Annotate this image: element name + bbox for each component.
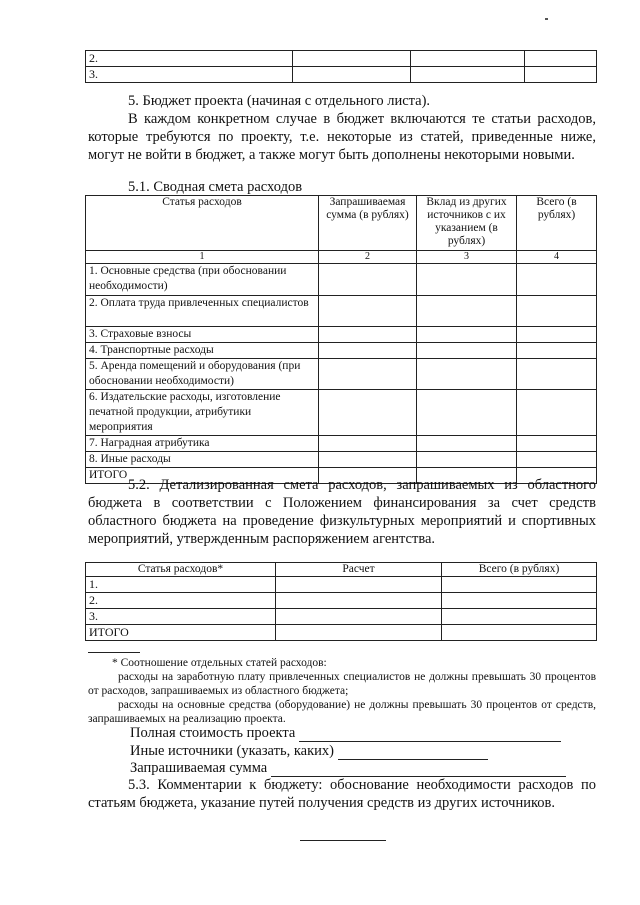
- table-cell: [417, 327, 517, 343]
- expense-item: 7. Наградная атрибутика: [86, 436, 319, 452]
- table-cell: 2.: [86, 51, 293, 67]
- table-cell: [517, 359, 597, 390]
- column-header: Расчет: [276, 563, 442, 577]
- footnote-divider: [88, 652, 140, 653]
- table-row: [86, 343, 597, 359]
- expense-item: 6. Издательские расходы, изготовление печатной продукции, атрибутики мероприятия: [86, 390, 319, 436]
- table-row: [86, 625, 597, 641]
- footnote-title: * Соотношение отдельных статей расходов:: [112, 657, 327, 669]
- table-cell: [319, 343, 417, 359]
- total-label: ИТОГО: [86, 468, 319, 484]
- table-cell: [417, 343, 517, 359]
- footnote-line-2: расходы на основные средства (оборудование) не должны превышать 30 процентов от средств, запрашиваемых на реализацию проекта.: [88, 699, 596, 725]
- table-row: [86, 51, 597, 67]
- table-cell: [517, 327, 597, 343]
- table-header-row: [86, 563, 597, 577]
- table-cell: [417, 296, 517, 327]
- table-cell: [319, 436, 417, 452]
- column-header: Статья расходов: [86, 196, 319, 251]
- requested-sum-label: Запрашиваемая сумма: [130, 760, 268, 776]
- table-cell: [319, 296, 417, 327]
- table-cell: [319, 452, 417, 468]
- end-divider: [300, 840, 386, 841]
- corner-mark: [545, 18, 548, 20]
- table-cell: [293, 67, 411, 83]
- table-cell: [276, 577, 442, 593]
- table-cell: 3.: [86, 67, 293, 83]
- table-cell: [517, 436, 597, 452]
- total-label: ИТОГО: [86, 625, 276, 641]
- expense-item: 3. Страховые взносы: [86, 327, 319, 343]
- table-cell: [442, 625, 597, 641]
- table-cell: [319, 327, 417, 343]
- table-cell: [276, 593, 442, 609]
- table-cell: [319, 264, 417, 296]
- table-cell: [517, 264, 597, 296]
- summary-estimate-table: [85, 195, 597, 484]
- previous-table: [85, 50, 597, 83]
- expense-item: 4. Транспортные расходы: [86, 343, 319, 359]
- section5-text: В каждом конкретном случае в бюджет включаются те статьи расходов, которые требуются по проекту, т.е. некоторые из статей, приведенные ниже, могут не войти в бюджет, а также могут быть дополнены некоторыми новыми.: [88, 111, 596, 163]
- column-number: 4: [517, 251, 597, 264]
- table-cell: [293, 51, 411, 67]
- section53-text: 5.3. Комментарии к бюджету: обоснование необходимости расходов по статьям бюджета, указание путей получения средств из других источников.: [88, 777, 596, 811]
- table-cell: 2.: [86, 593, 276, 609]
- table-cell: 3.: [86, 609, 276, 625]
- table-cell: [319, 359, 417, 390]
- expense-item: 2. Оплата труда привлеченных специалистов: [86, 296, 319, 327]
- other-sources-line: [130, 742, 600, 760]
- column-header: Всего (в рублях): [442, 563, 597, 577]
- table-header-row: [86, 196, 597, 251]
- section5-heading: 5. Бюджет проекта (начиная с отдельного листа).: [128, 93, 431, 109]
- section51-heading: 5.1. Сводная смета расходов: [128, 179, 303, 195]
- table-cell: [411, 51, 525, 67]
- column-number: 2: [319, 251, 417, 264]
- table-cell: [517, 452, 597, 468]
- requested-sum-line: [130, 759, 600, 777]
- table-cell: [417, 359, 517, 390]
- table-cell: [417, 264, 517, 296]
- column-number-row: [86, 251, 597, 264]
- table-cell: [525, 67, 597, 83]
- table-row: [86, 359, 597, 390]
- full-cost-label: Полная стоимость проекта: [130, 725, 296, 741]
- table-row: [86, 327, 597, 343]
- footnote-line-1: расходы на заработную плату привлеченных специалистов не должны превышать 30 процентов от расходов, запрашиваемых из областного бюджета;: [88, 671, 596, 697]
- table-row: [86, 593, 597, 609]
- table-row: [86, 264, 597, 296]
- table-cell: [525, 51, 597, 67]
- table-cell: [442, 577, 597, 593]
- full-cost-line: [130, 724, 600, 742]
- column-header: Запрашиваемая сумма (в рублях): [319, 196, 417, 251]
- table-row: [86, 296, 597, 327]
- table-cell: [517, 296, 597, 327]
- expense-item: 8. Иные расходы: [86, 452, 319, 468]
- table-cell: [417, 390, 517, 436]
- table-row: [86, 577, 597, 593]
- column-header: Всего (в рублях): [517, 196, 597, 251]
- column-number: 3: [417, 251, 517, 264]
- section52-text: 5.2. Детализированная смета расходов, запрашиваемых из областного бюджета в соответствии с Положением финансирования за счет средств областного бюджета на проведение физкультурных мероприятий и спортивных мероприятий, утвержденным распоряжением агентства.: [88, 477, 596, 547]
- table-cell: [417, 436, 517, 452]
- table-cell: [411, 67, 525, 83]
- detailed-estimate-table: [85, 562, 597, 641]
- other-sources-blank[interactable]: [338, 745, 488, 760]
- table-cell: [319, 390, 417, 436]
- column-number: 1: [86, 251, 319, 264]
- column-header: Статья расходов*: [86, 563, 276, 577]
- table-cell: [442, 593, 597, 609]
- expense-item: 5. Аренда помещений и оборудования (при обосновании необходимости): [86, 359, 319, 390]
- expense-item: 1. Основные средства (при обосновании необходимости): [86, 264, 319, 296]
- table-cell: 1.: [86, 577, 276, 593]
- table-row: [86, 390, 597, 436]
- table-cell: [517, 343, 597, 359]
- table-cell: [276, 609, 442, 625]
- table-row: [86, 609, 597, 625]
- table-row: [86, 452, 597, 468]
- table-row: [86, 436, 597, 452]
- other-sources-label: Иные источники (указать, каких): [130, 743, 334, 759]
- table-cell: [417, 452, 517, 468]
- table-cell: [442, 609, 597, 625]
- requested-sum-blank[interactable]: [271, 762, 566, 777]
- full-cost-blank[interactable]: [299, 727, 561, 742]
- table-cell: [517, 390, 597, 436]
- column-header: Вклад из других источников с их указанием (в рублях): [417, 196, 517, 251]
- table-cell: [276, 625, 442, 641]
- table-row: [86, 67, 597, 83]
